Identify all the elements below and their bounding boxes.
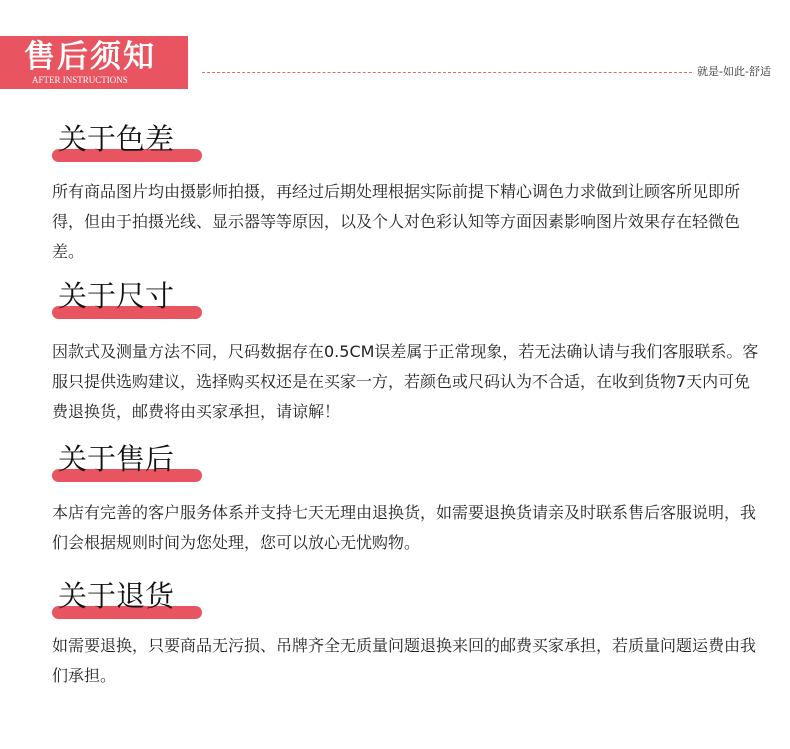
section-title: 关于色差 <box>58 122 175 156</box>
page-subtitle: AFTER INSTRUCTIONS <box>32 75 128 85</box>
header-banner <box>0 36 188 89</box>
section-heading-color <box>52 122 212 166</box>
page-title: 售后须知 <box>24 39 156 75</box>
section-body-color: 所有商品图片均由摄影师拍摄，再经过后期处理根据实际前提下精心调色力求做到让顾客所见即所得，但由于拍摄光线、显示器等等原因，以及个人对色彩认知等方面因素影响图片效果存在轻微色差。 <box>52 182 741 261</box>
section-title: 关于售后 <box>58 442 175 476</box>
section-heading-size <box>52 279 212 323</box>
section-body-aftersales: 本店有完善的客户服务体系并支持七天无理由退换货，如需要退换货请亲及时联系售后客服说明，我们会根据规则时间为您处理，您可以放心无忧购物。 <box>52 503 757 552</box>
section-body-returns: 如需要退换，只要商品无污损、吊牌齐全无质量问题退换来回的邮费买家承担，若质量问题运费由我们承担。 <box>52 636 757 685</box>
section-heading-aftersales <box>52 442 212 486</box>
section-title: 关于尺寸 <box>58 279 175 313</box>
section-heading-returns <box>52 579 212 623</box>
header-slogan: 就是-如此-舒适 <box>697 65 771 78</box>
section-body-size: 因款式及测量方法不同，尺码数据存在0.5CM误差属于正常现象，若无法确认请与我们客服联系。客服只提供选购建议，选择购买权还是在买家一方，若颜色或尺码认为不合适，在收到货物7天内可免费退换货，邮费将由买家承担，请谅解！ <box>52 342 759 421</box>
header-divider <box>202 72 692 73</box>
section-title: 关于退货 <box>58 579 175 613</box>
